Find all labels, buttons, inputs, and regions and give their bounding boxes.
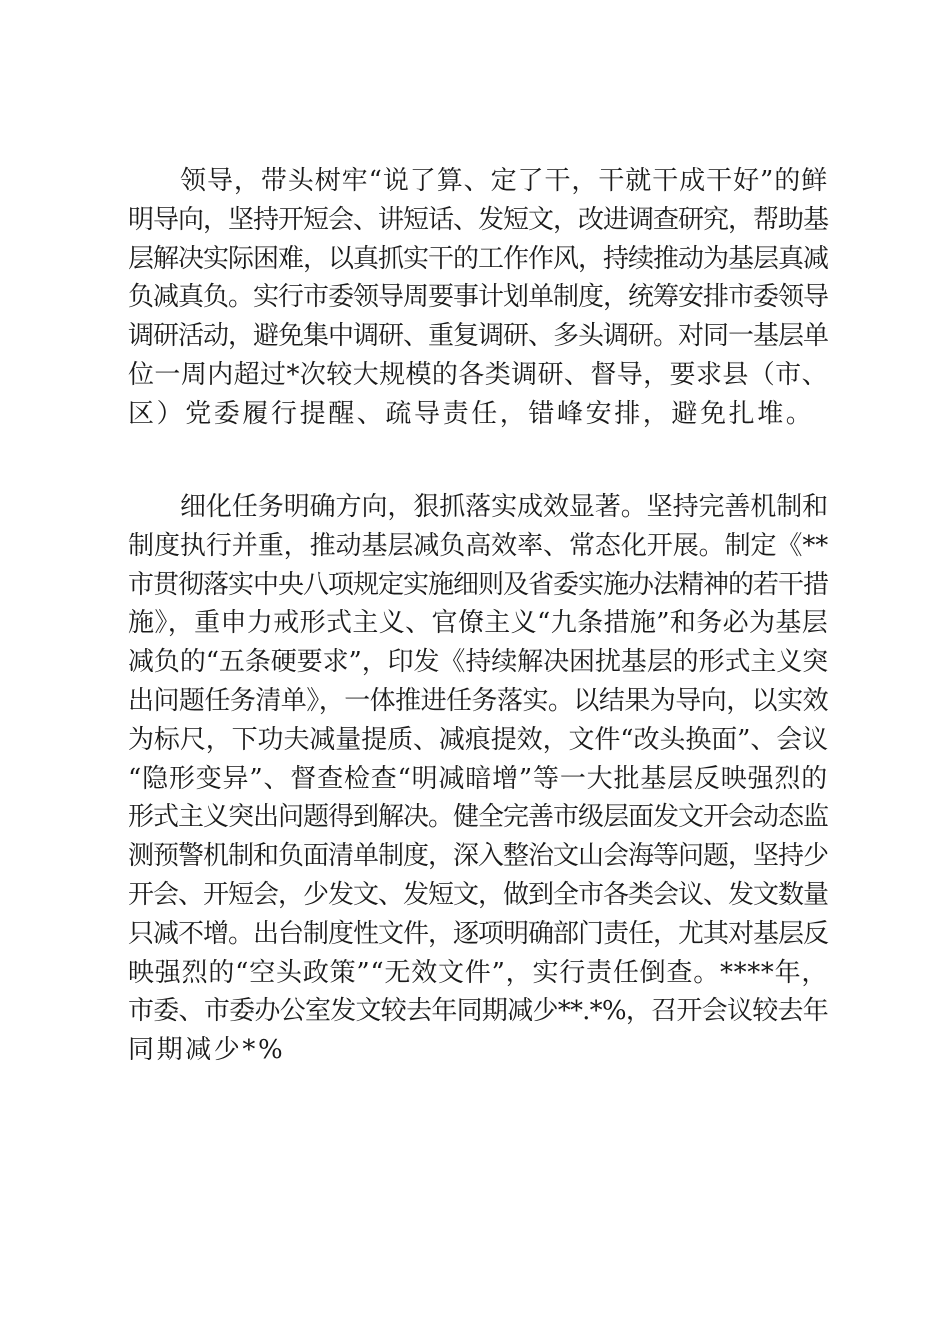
text-line: 测预警机制和负面清单制度，深入整治文山会海等问题，坚持少 — [128, 841, 829, 872]
paragraph-2 — [128, 488, 828, 1070]
text-line: 制度执行并重，推动基层减负高效率、常态化开展。制定《** — [128, 530, 828, 561]
text-line: 负减真负。实行市委领导周要事计划单制度，统筹安排市委领导 — [128, 282, 829, 313]
text-line: 施》，重申力戒形式主义、官僚主义“九条措施”和务必为基层 — [128, 608, 828, 639]
text-line: 出问题任务清单》，一体推进任务落实。以结果为导向，以实效 — [128, 685, 828, 716]
text-line: 市委、市委办公室发文较去年同期减少**.*%，召开会议较去年 — [128, 996, 828, 1027]
text-line: 开会、开短会，少发文、发短文，做到全市各类会议、发文数量 — [128, 879, 829, 910]
paragraph-1 — [128, 162, 828, 434]
text-line: 领导，带头树牢“说了算、定了干，干就干成干好”的鲜 — [180, 166, 828, 196]
text-line: 形式主义突出问题得到解决。健全完善市级层面发文开会动态监 — [128, 802, 829, 833]
text-line: 位一周内超过*次较大规模的各类调研、督导，要求县（市、 — [128, 359, 828, 390]
text-line: 只减不增。出台制度性文件，逐项明确部门责任，尤其对基层反 — [128, 918, 829, 949]
text-line: 同期减少*% — [128, 1035, 286, 1066]
text-line: 细化任务明确方向，狠抓落实成效显著。坚持完善机制和 — [180, 492, 828, 522]
text-line: “隐形变异”、督查检查“明减暗增”等一大批基层反映强烈的 — [128, 763, 828, 794]
text-line: 明导向，坚持开短会、讲短话、发短文，改进调查研究，帮助基 — [128, 204, 829, 235]
text-line: 调研活动，避免集中调研、重复调研、多头调研。对同一基层单 — [128, 321, 829, 352]
text-line: 减负的“五条硬要求”，印发《持续解决困扰基层的形式主义突 — [128, 647, 828, 678]
text-line: 区）党委履行提醒、疏导责任，错峰安排，避免扎堆。 — [128, 398, 815, 429]
text-line: 市贯彻落实中央八项规定实施细则及省委实施办法精神的若干措 — [128, 569, 829, 600]
text-line: 映强烈的“空头政策”“无效文件”，实行责任倒查。****年， — [128, 957, 828, 988]
text-line: 为标尺，下功夫减量提质、减痕提效，文件“改头换面”、会议 — [128, 724, 828, 755]
text-line: 层解决实际困难，以真抓实干的工作作风，持续推动为基层真减 — [128, 243, 829, 274]
